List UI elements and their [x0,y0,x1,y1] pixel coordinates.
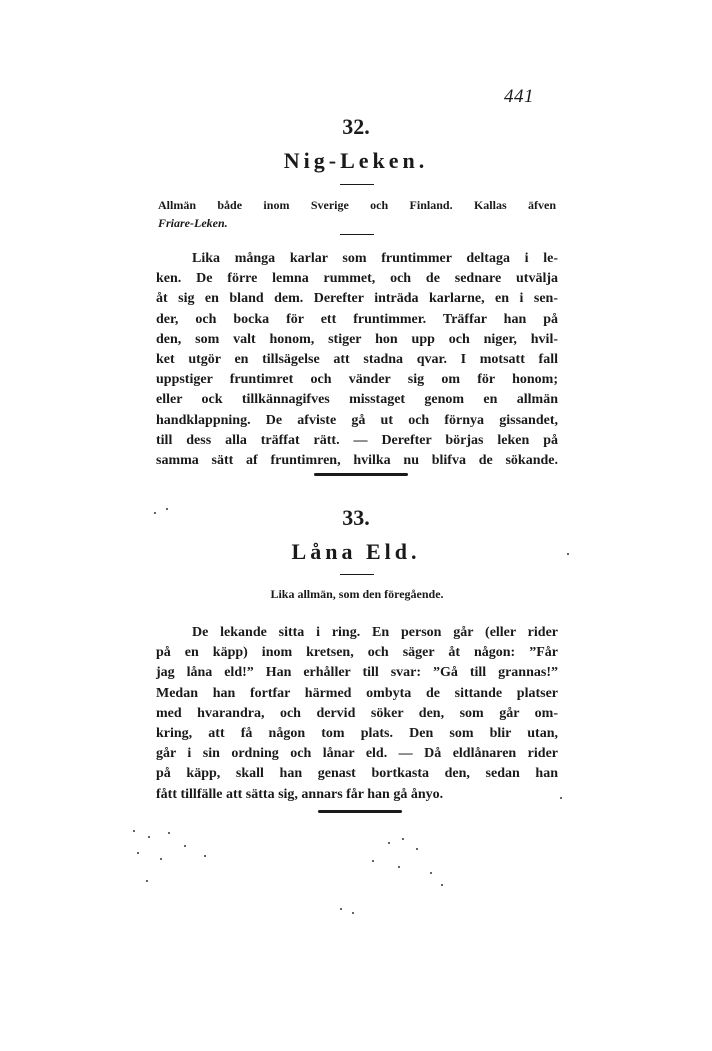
section-32-note-rule [340,234,374,235]
s33-line-8: på käpp, skall han genast bortkasta den, sedan han [156,766,558,782]
scan-speck [441,884,443,886]
s32-line-2: ken. De förre lemna rummet, och de sednare utvälja [156,271,558,287]
section-32-note [158,196,556,232]
scan-speck [560,797,562,799]
s32-line-9: handklappning. De afviste gå ut och förnya gissandet, [156,412,558,428]
section-33-body [156,623,558,805]
scan-speck [402,838,404,840]
scan-speck [166,508,168,510]
scan-speck [168,832,170,834]
scan-speck [146,880,148,882]
s33-line-4: Medan han fortfar härmed ombyta de sittande platser [156,685,558,701]
s33-line-6: kring, att få någon tom plats. Den som blir utan, [156,726,558,742]
s33-line-9: fått tillfälle att sätta sig, annars får han gå ånyo. [156,786,444,802]
s32-line-11: samma sätt af fruntimren, hvilka nu blifva de sökande. [156,453,558,469]
s32-line-4: der, och bocka för ett fruntimmer. Träffar han på [156,311,558,327]
section-33-note-text: Lika allmän, som den föregående. [270,587,444,601]
section-32-note-line-2: Friare-Leken. [158,216,228,230]
scan-speck [340,908,342,910]
section-32-number: 32. [342,114,370,139]
page-number: 441 [504,86,534,107]
s33-line-7: går i sin ordning och lånar eld. — Då eldlånaren rider [156,746,558,762]
end-ornament-rule [318,810,402,813]
section-32-title: Nig-Leken. [283,148,429,173]
scan-speck [388,842,390,844]
section-33-title: Låna Eld. [291,539,421,564]
s32-line-1: Lika många karlar som fruntimmer deltaga i le- [192,251,558,266]
s33-line-5: med hvarandra, och dervid söker den, som går om- [156,705,558,721]
s32-line-10: till dess alla träffat rätt. — Derefter börjas leken på [156,432,558,448]
scan-speck [133,830,135,832]
s32-line-3: åt sig en bland dem. Derefter inträda karlarne, en i sen- [156,291,558,307]
s32-line-6: ket utgör en tillsägelse att stadna qvar. I motsatt fall [156,352,558,368]
s33-line-3: jag låna eld!” Han erhåller till svar: ”Gå till grannas!” [156,665,558,681]
s32-line-8: eller ock tillkännagifves misstaget genom en allmän [156,392,558,408]
scan-speck [137,852,139,854]
scan-speck [148,836,150,838]
scan-speck [204,855,206,857]
section-33-title-rule [340,574,374,575]
section-32-title-rule [340,184,374,185]
s33-line-2: på en käpp) inom kretsen, och säger åt någon: ”Får [156,645,558,661]
scan-speck [184,845,186,847]
scan-speck [154,512,156,514]
scan-speck [372,860,374,862]
scan-speck [352,912,354,914]
scan-speck [567,553,569,555]
section-separator-rule [314,473,408,476]
scan-speck [160,858,162,860]
section-33-note [158,585,556,603]
scan-speck [416,848,418,850]
section-32-note-line-1: Allmän både inom Sverige och Finland. Kallas äfven [158,198,556,212]
scan-speck [398,866,400,868]
section-32-body [156,249,558,471]
s32-line-7: uppstiger fruntimret och vänder sig om för honom; [156,372,558,388]
s33-line-1: De lekande sitta i ring. En person går (eller rider [192,625,558,640]
section-33-number: 33. [342,505,370,530]
s32-line-5: den, som valt honom, stiger hon upp och niger, hvil- [156,331,558,347]
scan-speck [430,872,432,874]
